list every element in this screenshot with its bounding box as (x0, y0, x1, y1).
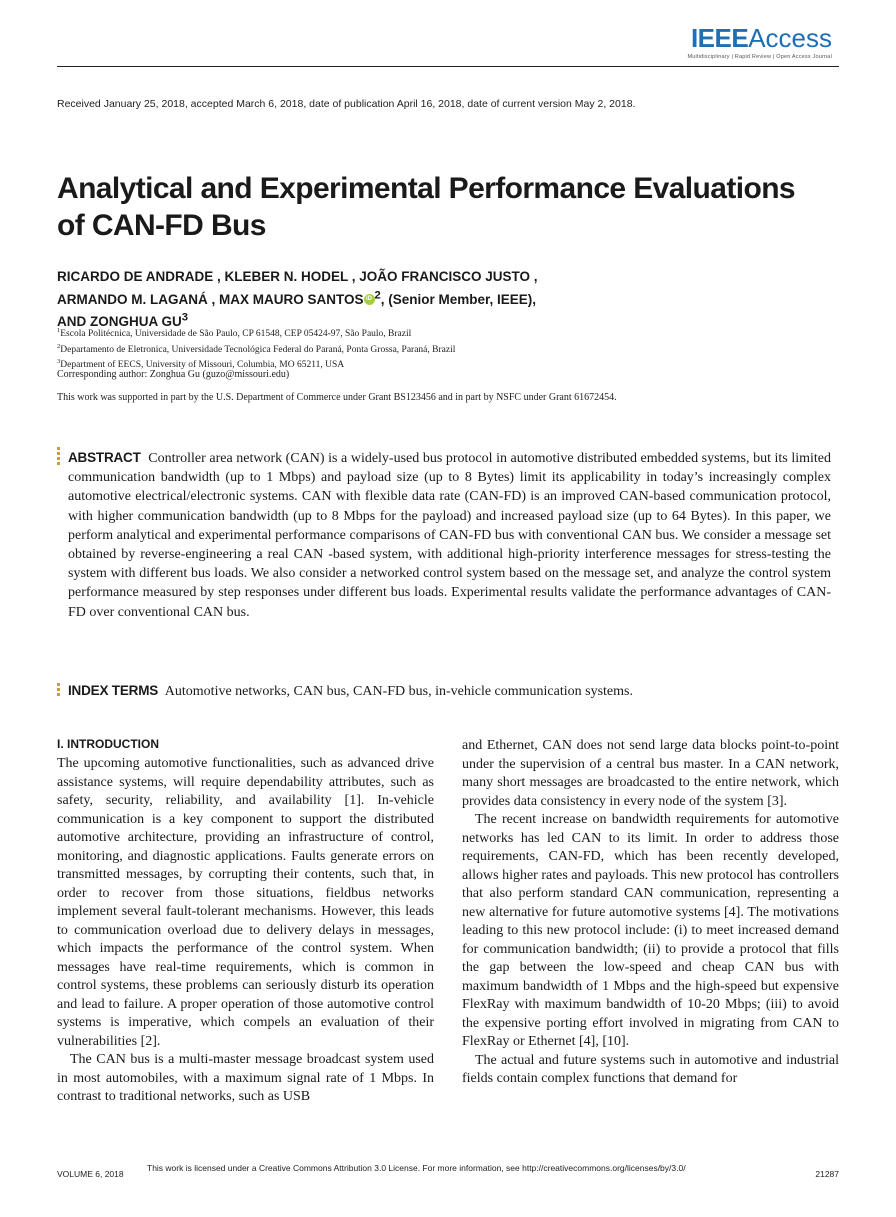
paragraph: The upcoming automotive functionalities, such as advanced drive assistance systems, will require dependability attributes, such as safety, security, reliability, and availability [1]. In-vehicle communication is a key component to support the distributed automotive architecture, providing an infrastructure of control, monitoring, and diagnostic applications. Faults generate errors on transmitted messages, by corrupting their contents, such that, in order to recover from those situations, fieldbus networks implement several fault-tolerant mechanisms. However, this leads to communication overload due to delivery delays in messages, which impacts the performance of the control system. When messages have real-time requirements, which is common in control systems, these problems can seriously disturb its operation and lead to failure. A proper operation of those automotive control systems is imperative, which compels an evaluation of their vulnerabilities [2]. (57, 756, 434, 1049)
index-terms-marker (57, 683, 61, 698)
orcid-icon[interactable]: iD (364, 294, 375, 305)
journal-logo (688, 24, 833, 60)
abstract (68, 448, 831, 622)
affiliation-text: Escola Politécnica, Universidade de São Paulo, CP 61548, CEP 05424-97, São Paulo, Brazil (60, 329, 412, 340)
paper-title: Analytical and Experimental Performance Evaluations of CAN-FD Bus (57, 172, 796, 242)
header-rule (57, 66, 839, 67)
author-names-3: AND ZONGHUA GU (57, 314, 182, 329)
affiliations (57, 325, 455, 372)
section-heading: I. INTRODUCTION (57, 737, 159, 751)
footer-license[interactable]: This work is licensed under a Creative Commons Attribution 3.0 License. For more information, see http://creativecommons.org/licenses/by/3.0/ (147, 1163, 686, 1173)
left-column (57, 737, 434, 1107)
paragraph: and Ethernet, CAN does not send large data blocks point-to-point under the supervision of a central bus master. In a CAN network, many short messages are broadcasted to the entire network, which provides data consistency in every node of the system [3]. (462, 738, 839, 809)
footer-page-number: 21287 (815, 1169, 839, 1179)
logo-tagline: Multidisciplinary | Rapid Review | Open Access Journal (687, 54, 832, 60)
logo-wordmark (688, 24, 833, 52)
footer-volume: VOLUME 6, 2018 (57, 1169, 124, 1179)
affiliation-item (57, 341, 455, 357)
abstract-text: Controller area network (CAN) is a widely-used bus protocol in automotive distributed embedded systems, but its limited communication bandwidth (up to 1 Mbps) and payload size (up to 8 Bytes) limit its applicability in today’s increasingly complex automotive electrical/electronic systems. CAN with flexible data rate (CAN-FD) is an improved CAN-based communication protocol, with higher communication bandwidth (up to 8 Mbps for the payload) and increased payload size (up to 64 Bytes). In this paper, we perform analytical and experimental performance comparisons of CAN-FD bus with conventional CAN bus. We consider a message set obtained by reverse-engineering a real CAN -based system, with additional high-priority interference messages for stress-testing the system with different bus loads. We also consider a networked control system based on the message set, and analyze the control system performance measured by step responses under different bus loads. Experimental results validate the performance advantages of CAN-FD over conventional CAN bus. (68, 451, 831, 620)
paragraph: The CAN bus is a multi-master message broadcast system used in most automobiles, with a maximum signal rate of 1 Mbps. In contrast to traditional networks, such as USB (57, 1052, 434, 1104)
received-dates: Received January 25, 2018, accepted March 6, 2018, date of publication April 16, 2018, date of current version May 2, 2018. (57, 98, 636, 110)
abstract-heading: ABSTRACT (68, 450, 141, 465)
paragraph: The actual and future systems such in automotive and industrial fields contain complex functions that demand for (462, 1052, 839, 1086)
abstract-marker (57, 447, 61, 467)
author-affil-sup-3: 3 (181, 311, 189, 324)
corresponding-author: Corresponding author: Zonghua Gu (guzo@missouri.edu) (57, 369, 290, 380)
author-names-2: ARMANDO M. LAGANÁ , MAX MAURO SANTOS (57, 291, 364, 307)
author-list (57, 268, 817, 331)
affiliation-number: 1 (57, 327, 61, 334)
index-terms (68, 681, 831, 701)
affiliation-number: 2 (57, 342, 61, 350)
funding-note: This work was supported in part by the U.S. Department of Commerce under Grant BS123456 and in part by NSFC under Grant 61672454. (57, 392, 617, 403)
logo-bold: IEEE (690, 23, 749, 53)
logo-light: Access (748, 23, 832, 53)
index-terms-text: Automotive networks, CAN bus, CAN-FD bus, in-vehicle communication systems. (164, 684, 633, 699)
affiliation-text: Department of EECS, University of Missouri, Columbia, MO 65211, USA (60, 360, 345, 371)
author-affil-sup-2: 2 (374, 289, 381, 301)
paragraph: The recent increase on bandwidth requirements for automotive networks has led CAN to its limit. In order to address those requirements, CAN-FD, which has been recently developed, allows higher rates and payloads. This new protocol has controllers that also perform standard CAN communication, representing a new alternative for future automotive systems [4]. The motivations leading to this new protocol include: (i) to meet increased demand for communication bandwidth; (ii) to provide a protocol that fills the gap between the low-speed and cheap CAN bus with maximum bandwidth of 1 Mbps and the high-speed but expensive FlexRay with maximum bandwidth of 10-20 Mbps; (iii) to avoid the expensive porting effort involved in migrating from CAN to FlexRay or Ethernet [4], [10]. (462, 812, 839, 1049)
right-column (462, 737, 839, 1089)
affiliation-number: 3 (57, 358, 61, 366)
affiliation-item (57, 325, 455, 341)
index-terms-heading: INDEX TERMS (68, 683, 159, 698)
affiliation-text: Departamento de Eletronica, Universidade Tecnológica Federal do Paraná, Ponta Grossa, Paraná, Brazil (60, 344, 456, 355)
author-line-1: RICARDO DE ANDRADE , KLEBER N. HODEL , JOÃO FRANCISCO JUSTO , (57, 269, 538, 284)
author-membership: , (Senior Member, IEEE), (380, 291, 537, 307)
author-line-2 (57, 289, 537, 307)
